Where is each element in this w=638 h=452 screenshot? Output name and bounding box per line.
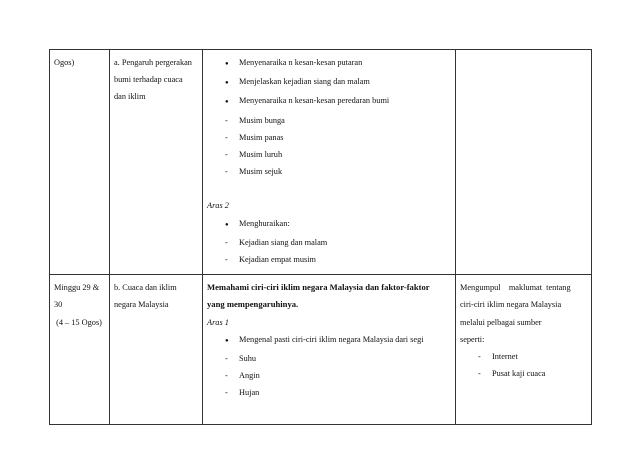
bullet-icon: ● (225, 99, 229, 106)
bullet-icon: ● (225, 61, 229, 67)
objective-line: Memahami ciri-ciri iklim negara Malaysia dan faktor-faktor (207, 282, 430, 293)
dash-marker: - (225, 150, 228, 160)
list-item (207, 54, 450, 73)
notes-line: ciri-ciri iklim negara Malaysia (460, 300, 562, 310)
list-item (207, 367, 450, 384)
list-item (207, 163, 450, 180)
list-item (207, 146, 450, 163)
list-item-text: Musim bunga (239, 115, 285, 125)
dash-marker: - (225, 167, 228, 177)
notes-cell (456, 50, 592, 275)
list-item-text: Musim luruh (239, 150, 283, 160)
list-item (207, 384, 450, 401)
week-line: (4 – 15 Ogos) (54, 317, 102, 327)
list-item-text: Kejadian siang dan malam (239, 237, 328, 247)
list-item-text: Pusat kaji cuaca (492, 369, 546, 379)
list-item (207, 251, 450, 268)
list-item-text: Hujan (239, 388, 260, 398)
list-item (207, 129, 450, 146)
list-item-text: Kejadian empat musim (239, 255, 316, 265)
notes-line: melalui pelbagai sumber (460, 317, 542, 327)
list-item (207, 331, 450, 350)
topic-cell (110, 50, 203, 275)
list-item (207, 112, 450, 129)
dash-marker: - (225, 132, 228, 142)
list-item-text: Menyenaraika n kesan-kesan peredaran bumi (239, 96, 390, 106)
topic-line: dan iklim (114, 92, 146, 102)
dash-marker: - (225, 255, 228, 265)
list-item (207, 234, 450, 251)
week-cell (50, 50, 110, 275)
lesson-plan-table (49, 49, 592, 425)
list-item-text: Menyenaraika n kesan-kesan putaran (239, 58, 363, 67)
dash-marker: - (225, 354, 228, 364)
topic-line: negara Malaysia (114, 300, 169, 310)
notes-line: Mengumpul maklumat tentang (460, 283, 571, 293)
list-item-text: Angin (239, 371, 260, 381)
list-item-text: Musim sejuk (239, 167, 283, 177)
topic-line: b. Cuaca dan iklim (114, 283, 177, 293)
week-cell (50, 275, 110, 425)
objective-line: yang mempengaruhinya. (207, 299, 299, 310)
bullet-icon: ● (225, 221, 229, 228)
table-row (50, 50, 592, 275)
dash-marker: - (478, 352, 481, 362)
list-item (207, 92, 450, 111)
week-line: 30 (54, 300, 63, 310)
list-item-text: Internet (492, 352, 518, 362)
dash-marker: - (225, 237, 228, 247)
week-line: Ogos) (54, 58, 75, 67)
list-item (207, 73, 450, 92)
list-item-text: Mengenal pasti ciri-ciri iklim negara Malaysia dari segi (239, 334, 424, 344)
notes-line: seperti: (460, 334, 485, 344)
list-item-text: Menghuraikan: (239, 218, 290, 228)
list-item-text: Musim panas (239, 132, 284, 142)
list-item (207, 215, 450, 234)
bullet-icon: ● (225, 80, 229, 87)
notes-cell (456, 275, 592, 425)
topic-line: bumi terhadap cuaca (114, 75, 183, 85)
topic-cell (110, 275, 203, 425)
level-heading: Aras 1 (207, 317, 229, 327)
list-item-text: Menjelaskan kejadian siang dan malam (239, 77, 370, 87)
list-item-text: Suhu (239, 354, 257, 364)
dash-marker: - (225, 371, 228, 381)
bullet-icon: ● (225, 337, 229, 344)
topic-line: a. Pengaruh pergerakan (114, 58, 192, 67)
learning-outcome-cell (203, 275, 456, 425)
dash-marker: - (478, 369, 481, 379)
level-heading: Aras 2 (207, 201, 229, 211)
dash-marker: - (225, 388, 228, 398)
list-item (207, 350, 450, 367)
list-item (460, 348, 586, 365)
learning-outcome-cell (203, 50, 456, 275)
list-item (460, 365, 586, 382)
dash-marker: - (225, 115, 228, 125)
week-line: Minggu 29 & (54, 283, 100, 293)
table-row (50, 275, 592, 425)
